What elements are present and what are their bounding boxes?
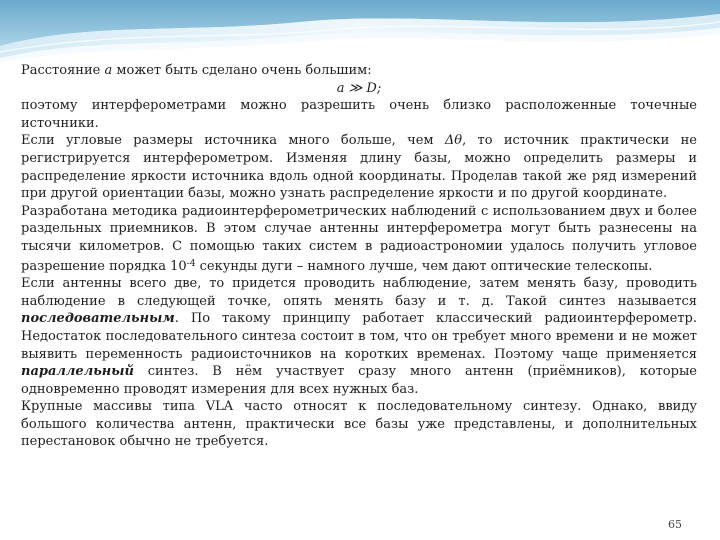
text-run: a [104, 63, 113, 78]
text-run: Разработана методика радиоинтерферометрических наблюдений с использованием двух и более раздельных приемников. В этом случае антенны интерферометра могут быть разнесены на тысячи километров. С помощью таких систем в радиоастрономии удалось получить угловое разрешение порядка 10 [21, 203, 697, 274]
text-run: Если антенны всего две, то придется проводить наблюдение, затем менять базу, проводить наблюдение в следующей точке, опять менять базу и т. д. Такой синтез называется [21, 276, 697, 309]
text-run: поэтому интерферометрами можно разрешить очень близко расположенные точечные источники. [21, 98, 697, 131]
paragraph-angular-size [21, 132, 697, 202]
paragraph-resolution [21, 97, 697, 132]
text-run: синтез. В нём участвует сразу много антенн (приёмников), которые одновременно проводят измерения для всех нужных баз. [21, 364, 697, 397]
formula-line: a ≫ D; [336, 80, 382, 96]
text-run: секунды дуги – намного лучше, чем дают оптические телескопы. [195, 258, 653, 274]
slide-header-decoration [0, 0, 720, 62]
header-wave-graphic [0, 0, 720, 62]
text-run: -4 [186, 258, 196, 269]
paragraph-distance [21, 62, 697, 80]
text-run: Расстояние [21, 63, 105, 78]
text-run: , то источник практически не регистрируется интерферометром. Изменяя длину базы, можно определить размеры и распределение яркости источника вдоль одной координаты. Проделав такой же ряд измерений при другой ориентации базы, можно узнать распределение яркости и по другой координате. [21, 133, 697, 202]
paragraph-synthesis [21, 275, 697, 398]
text-run: может быть сделано очень большим: [112, 63, 372, 78]
paragraph-vla [21, 398, 697, 451]
text-run: параллельный [21, 364, 134, 380]
paragraph-methodology [21, 203, 697, 275]
text-run: Крупные массивы типа VLA часто относят к последовательному синтезу. Однако, ввиду большого количества антенн, практически все базы уже представлены, и дополнительных перестановок обычно не требуется. [21, 399, 697, 450]
page-number: 65 [668, 518, 682, 531]
text-run: последовательным [21, 311, 175, 327]
slide-body-text [21, 62, 697, 451]
text-run: . По такому принципу работает классический радиоинтерферометр. Недостаток последовательного синтеза состоит в том, что он требует много времени и не может выявить переменность радиоисточников на коротких временах. Поэтому чаще применяется [21, 311, 697, 362]
text-run: Δθ [444, 133, 463, 149]
text-run: Если угловые размеры источника много больше, чем [21, 133, 445, 149]
